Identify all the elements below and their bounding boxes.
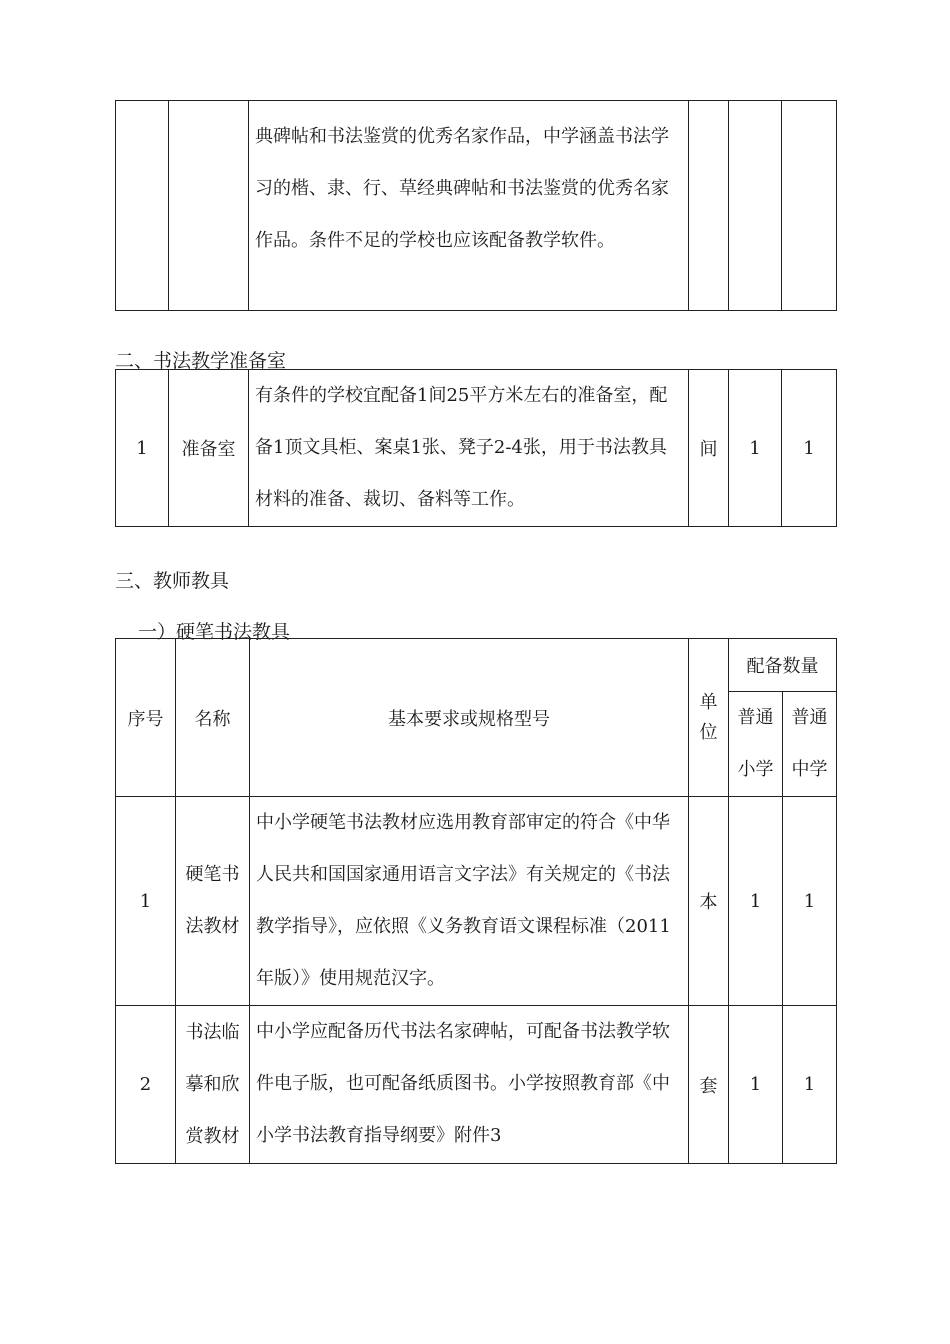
table-cell	[169, 101, 249, 311]
header-middle-line1: 普通	[791, 707, 828, 728]
quantity-middle: 1	[782, 370, 837, 527]
table-cell	[116, 101, 169, 311]
quantity-primary: 1	[729, 797, 783, 1006]
table-row	[116, 1006, 837, 1164]
item-name-line: 摹和欣	[185, 1073, 240, 1095]
header-primary	[729, 692, 783, 797]
row-number: 1	[116, 370, 169, 527]
quantity-primary: 1	[729, 1006, 783, 1164]
quantity-middle: 1	[783, 1006, 837, 1164]
item-name-line: 法教材	[185, 916, 240, 937]
section-heading: 二、书法教学准备室	[115, 350, 287, 372]
teacher-tools-table	[115, 638, 837, 1164]
table-cell	[782, 101, 837, 311]
header-primary-line2: 小学	[737, 759, 774, 780]
header-num: 序号	[116, 639, 176, 797]
item-name: 准备室	[169, 370, 249, 527]
table-row	[116, 797, 837, 1006]
header-requirement: 基本要求或规格型号	[250, 639, 689, 797]
header-unit	[689, 639, 729, 797]
header-middle	[783, 692, 837, 797]
row-number: 2	[116, 1006, 176, 1164]
item-name-line: 书法临	[185, 1021, 240, 1043]
header-quantity: 配备数量	[729, 639, 837, 692]
item-description: 中小学应配备历代书法名家碑帖，可配备书法教学软件电子版，也可配备纸质图书。小学按照教育部《中小学书法教育指导纲要》附件3	[250, 1006, 689, 1164]
item-name	[176, 797, 250, 1006]
item-unit: 间	[689, 370, 729, 527]
item-description: 有条件的学校宜配备1间25平方米左右的准备室，配备1顶文具柜、案桌1张、凳子2-4张，用于书法教具材料的准备、裁切、备料等工作。	[249, 370, 689, 527]
quantity-primary: 1	[729, 370, 782, 527]
prep-room-table	[115, 369, 837, 527]
item-description: 典碑帖和书法鉴赏的优秀名家作品，中学涵盖书法学习的楷、隶、行、草经典碑帖和书法鉴赏的优秀名家作品。条件不足的学校也应该配备教学软件。	[249, 101, 689, 311]
header-unit-line2: 位	[699, 721, 718, 743]
quantity-middle: 1	[783, 797, 837, 1006]
item-unit: 本	[689, 797, 729, 1006]
item-name	[176, 1006, 250, 1164]
header-middle-line2: 中学	[791, 759, 828, 780]
item-description: 中小学硬笔书法教材应选用教育部审定的符合《中华人民共和国国家通用语言文字法》有关规定的《书法教学指导》，应依照《义务教育语文课程标准（2011年版）》使用规范汉字。	[250, 797, 689, 1006]
row-number: 1	[116, 797, 176, 1006]
item-name-line: 赏教材	[185, 1125, 240, 1147]
header-unit-line1: 单	[699, 691, 718, 713]
table-cell	[689, 101, 729, 311]
header-name: 名称	[176, 639, 250, 797]
header-primary-line1: 普通	[737, 707, 774, 728]
continuation-table	[115, 100, 837, 311]
table-cell	[729, 101, 782, 311]
item-name-line: 硬笔书	[185, 864, 240, 885]
item-unit: 套	[689, 1006, 729, 1164]
subsection-heading: 一）硬笔书法教具	[138, 621, 291, 643]
section-heading: 三、教师教具	[115, 570, 230, 592]
